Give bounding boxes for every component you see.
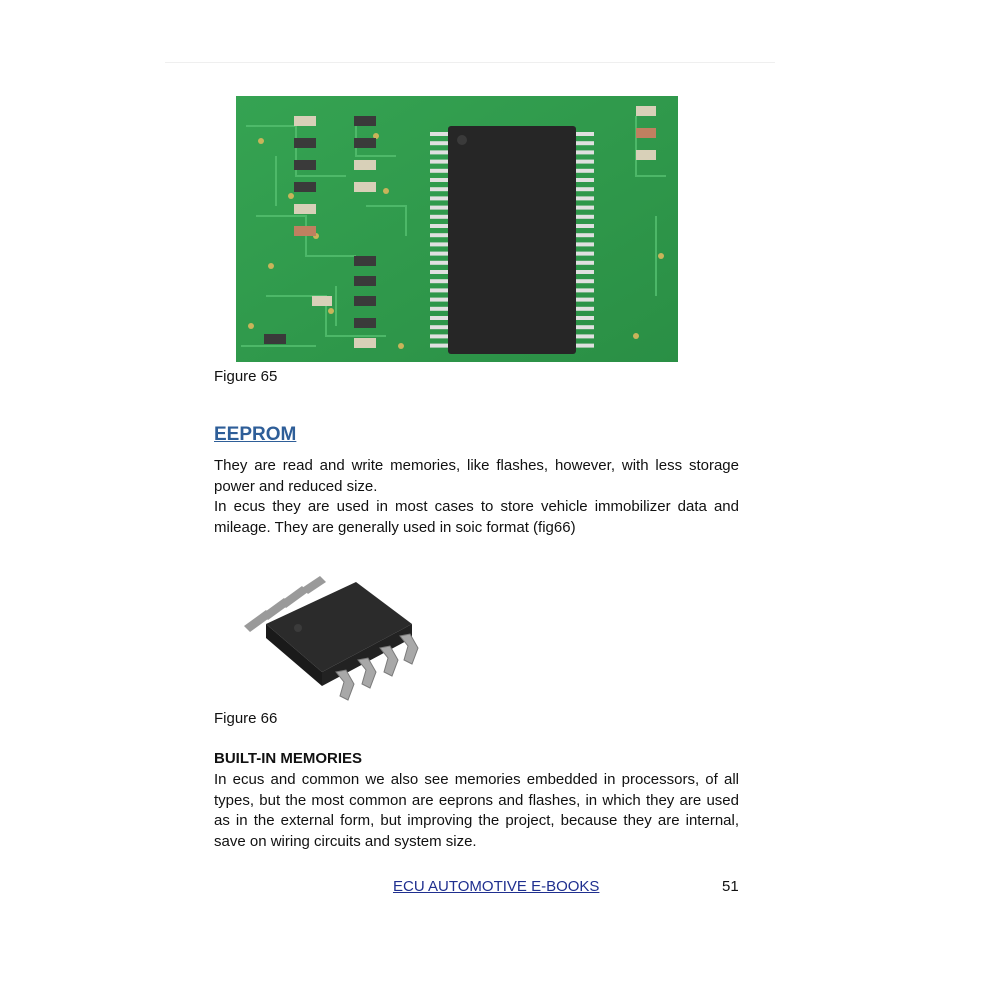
built-in-memories-paragraph: In ecus and common we also see memories embedded in processors, of all types, but the most common are eeprons and flashes, in which they are used as in the external form, but improving the project, because they are internal, save on wiring circuits and system size. — [214, 771, 739, 850]
eeprom-paragraph-2: In ecus they are used in most cases to store vehicle immobilizer data and mileage. They are generally used in soic format (fig66) — [214, 498, 739, 536]
figure-66-caption: Figure 66 — [214, 710, 278, 727]
figure-65-caption: Figure 65 — [214, 368, 278, 385]
figure-65-pcb-photo — [236, 96, 678, 362]
top-rule — [165, 62, 775, 63]
eeprom-paragraph-1: They are read and write memories, like flashes, however, with less storage power and reduced size. — [214, 457, 739, 495]
figure-66-soic-chip-photo — [226, 568, 430, 706]
eeprom-heading: EEPROM — [214, 424, 297, 445]
footer-ebooks-link[interactable]: ECU AUTOMOTIVE E-BOOKS — [393, 878, 600, 895]
page-number: 51 — [722, 878, 739, 895]
built-in-memories-heading: BUILT-IN MEMORIES — [214, 750, 363, 767]
